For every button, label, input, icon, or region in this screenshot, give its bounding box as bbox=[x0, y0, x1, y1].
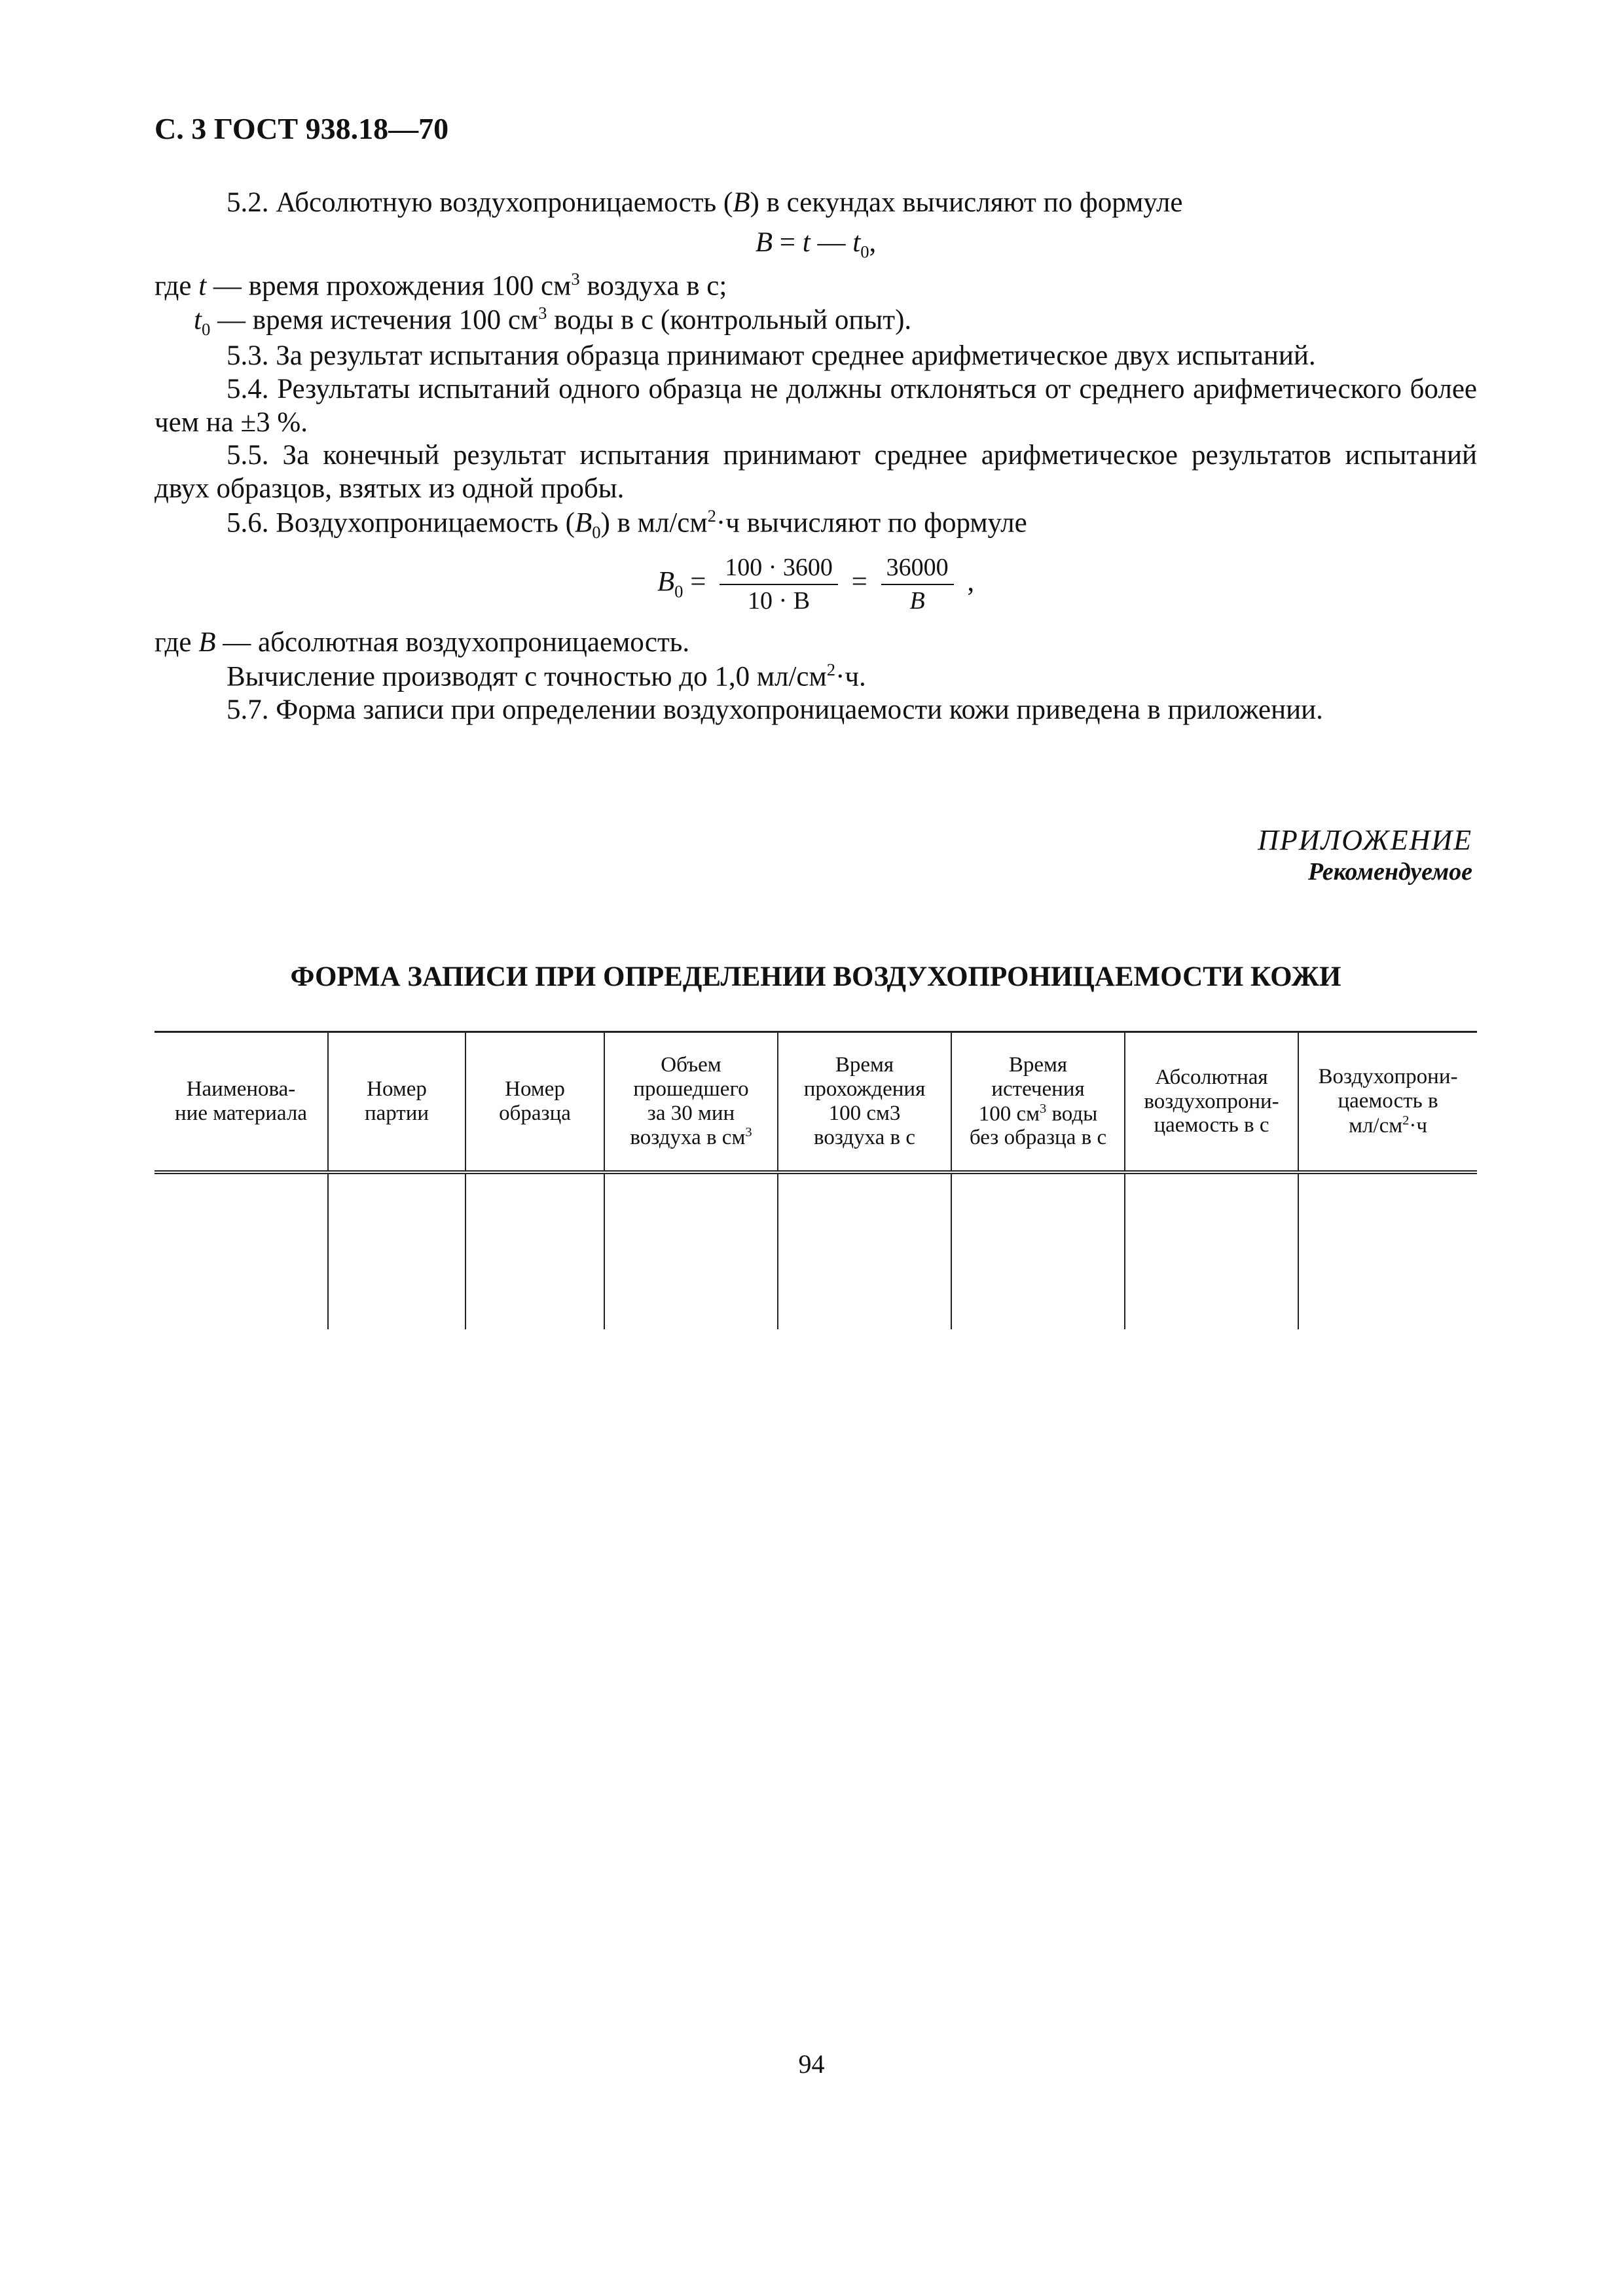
header-flow-time: Время истечения 100 $см^3$ воды без образца в с bbox=[951, 1032, 1125, 1173]
table-cell bbox=[951, 1172, 1125, 1329]
definition-t: где t — время прохождения 100 $см^3$ воздуха в с; bbox=[155, 268, 727, 302]
definition-t0: $t_0$ — время истечения 100 $см^3$ воды в с (контрольный опыт). bbox=[194, 302, 912, 339]
paragraph-5-5: 5.5. За конечный результат испытания принимают среднее арифметическое результатов испытаний двух образцов, взятых из одной пробы. bbox=[155, 440, 1477, 505]
header-permeability: Воздухопрони- цаемость в $мл/см^2\cdot ч$ bbox=[1298, 1032, 1477, 1173]
paragraph-5-7: 5.7. Форма записи при определении воздухопроницаемости кожи приведена в приложении. bbox=[227, 694, 1323, 725]
table-cell bbox=[328, 1172, 465, 1329]
header-air-volume: Объем прошедшего за 30 мин воздуха в $см^3$ bbox=[604, 1032, 778, 1173]
document-body bbox=[155, 187, 1477, 726]
table-cell bbox=[1125, 1172, 1298, 1329]
formula-absolute-permeability: В = t — $t_0$, bbox=[755, 226, 877, 262]
header-sample-number: Номер образца bbox=[465, 1032, 604, 1173]
document-header: С. 3 ГОСТ 938.18—70 bbox=[155, 112, 449, 145]
page-number: 94 bbox=[798, 2049, 825, 2079]
table-cell bbox=[604, 1172, 778, 1329]
table-title: ФОРМА ЗАПИСИ ПРИ ОПРЕДЕЛЕНИИ ВОЗДУХОПРОНИЦАЕМОСТИ КОЖИ bbox=[290, 961, 1341, 992]
header-absolute-permeability: Абсолютная воздухопрони- цаемость в с bbox=[1125, 1032, 1298, 1173]
definition-b: где В — абсолютная воздухопроницаемость. bbox=[155, 626, 690, 658]
table-cell bbox=[1298, 1172, 1477, 1329]
header-material-name: Наименова- ние материала bbox=[155, 1032, 328, 1173]
paragraph-5-3: 5.3. За результат испытания образца принимают среднее арифметическое двух испытаний. bbox=[227, 340, 1316, 372]
record-form-table bbox=[155, 1031, 1477, 1329]
appendix-status: Рекомендуемое bbox=[1307, 857, 1472, 886]
table-cell bbox=[465, 1172, 604, 1329]
header-passage-time: Время прохождения 100 см3 воздуха в с bbox=[778, 1032, 951, 1173]
fraction-2: $\frac{36000}{В}$ bbox=[881, 553, 954, 616]
appendix-label bbox=[1258, 823, 1472, 887]
paragraph-5-4: 5.4. Результаты испытаний одного образца не должны отклоняться от среднего арифметического более чем на ±3 %. bbox=[155, 373, 1477, 438]
appendix-title: ПРИЛОЖЕНИЕ bbox=[1258, 824, 1472, 856]
table-header-row bbox=[155, 1032, 1477, 1173]
calculation-precision: Вычисление производят с точностью до 1,0 $мл/см^2\cdot ч$. bbox=[227, 659, 866, 692]
header-batch-number: Номер партии bbox=[328, 1032, 465, 1173]
paragraph-5-2: 5.2. Абсолютную воздухопроницаемость (В) в секундах вычисляют по формуле bbox=[227, 187, 1183, 218]
table-cell bbox=[155, 1172, 328, 1329]
paragraph-5-6: 5.6. Воздухопроницаемость $(В_0)$ в $мл/см^2\cdot ч$ вычисляют по формуле bbox=[227, 505, 1027, 542]
formula-permeability: $В_0$ = $\frac{100 \cdot 3600}{10 \cdot В}$ = $\frac{36000}{В}$ , bbox=[657, 554, 975, 615]
table-cell bbox=[778, 1172, 951, 1329]
table-row bbox=[155, 1172, 1477, 1329]
fraction-1: $\frac{100 \cdot 3600}{10 \cdot В}$ bbox=[720, 553, 838, 616]
